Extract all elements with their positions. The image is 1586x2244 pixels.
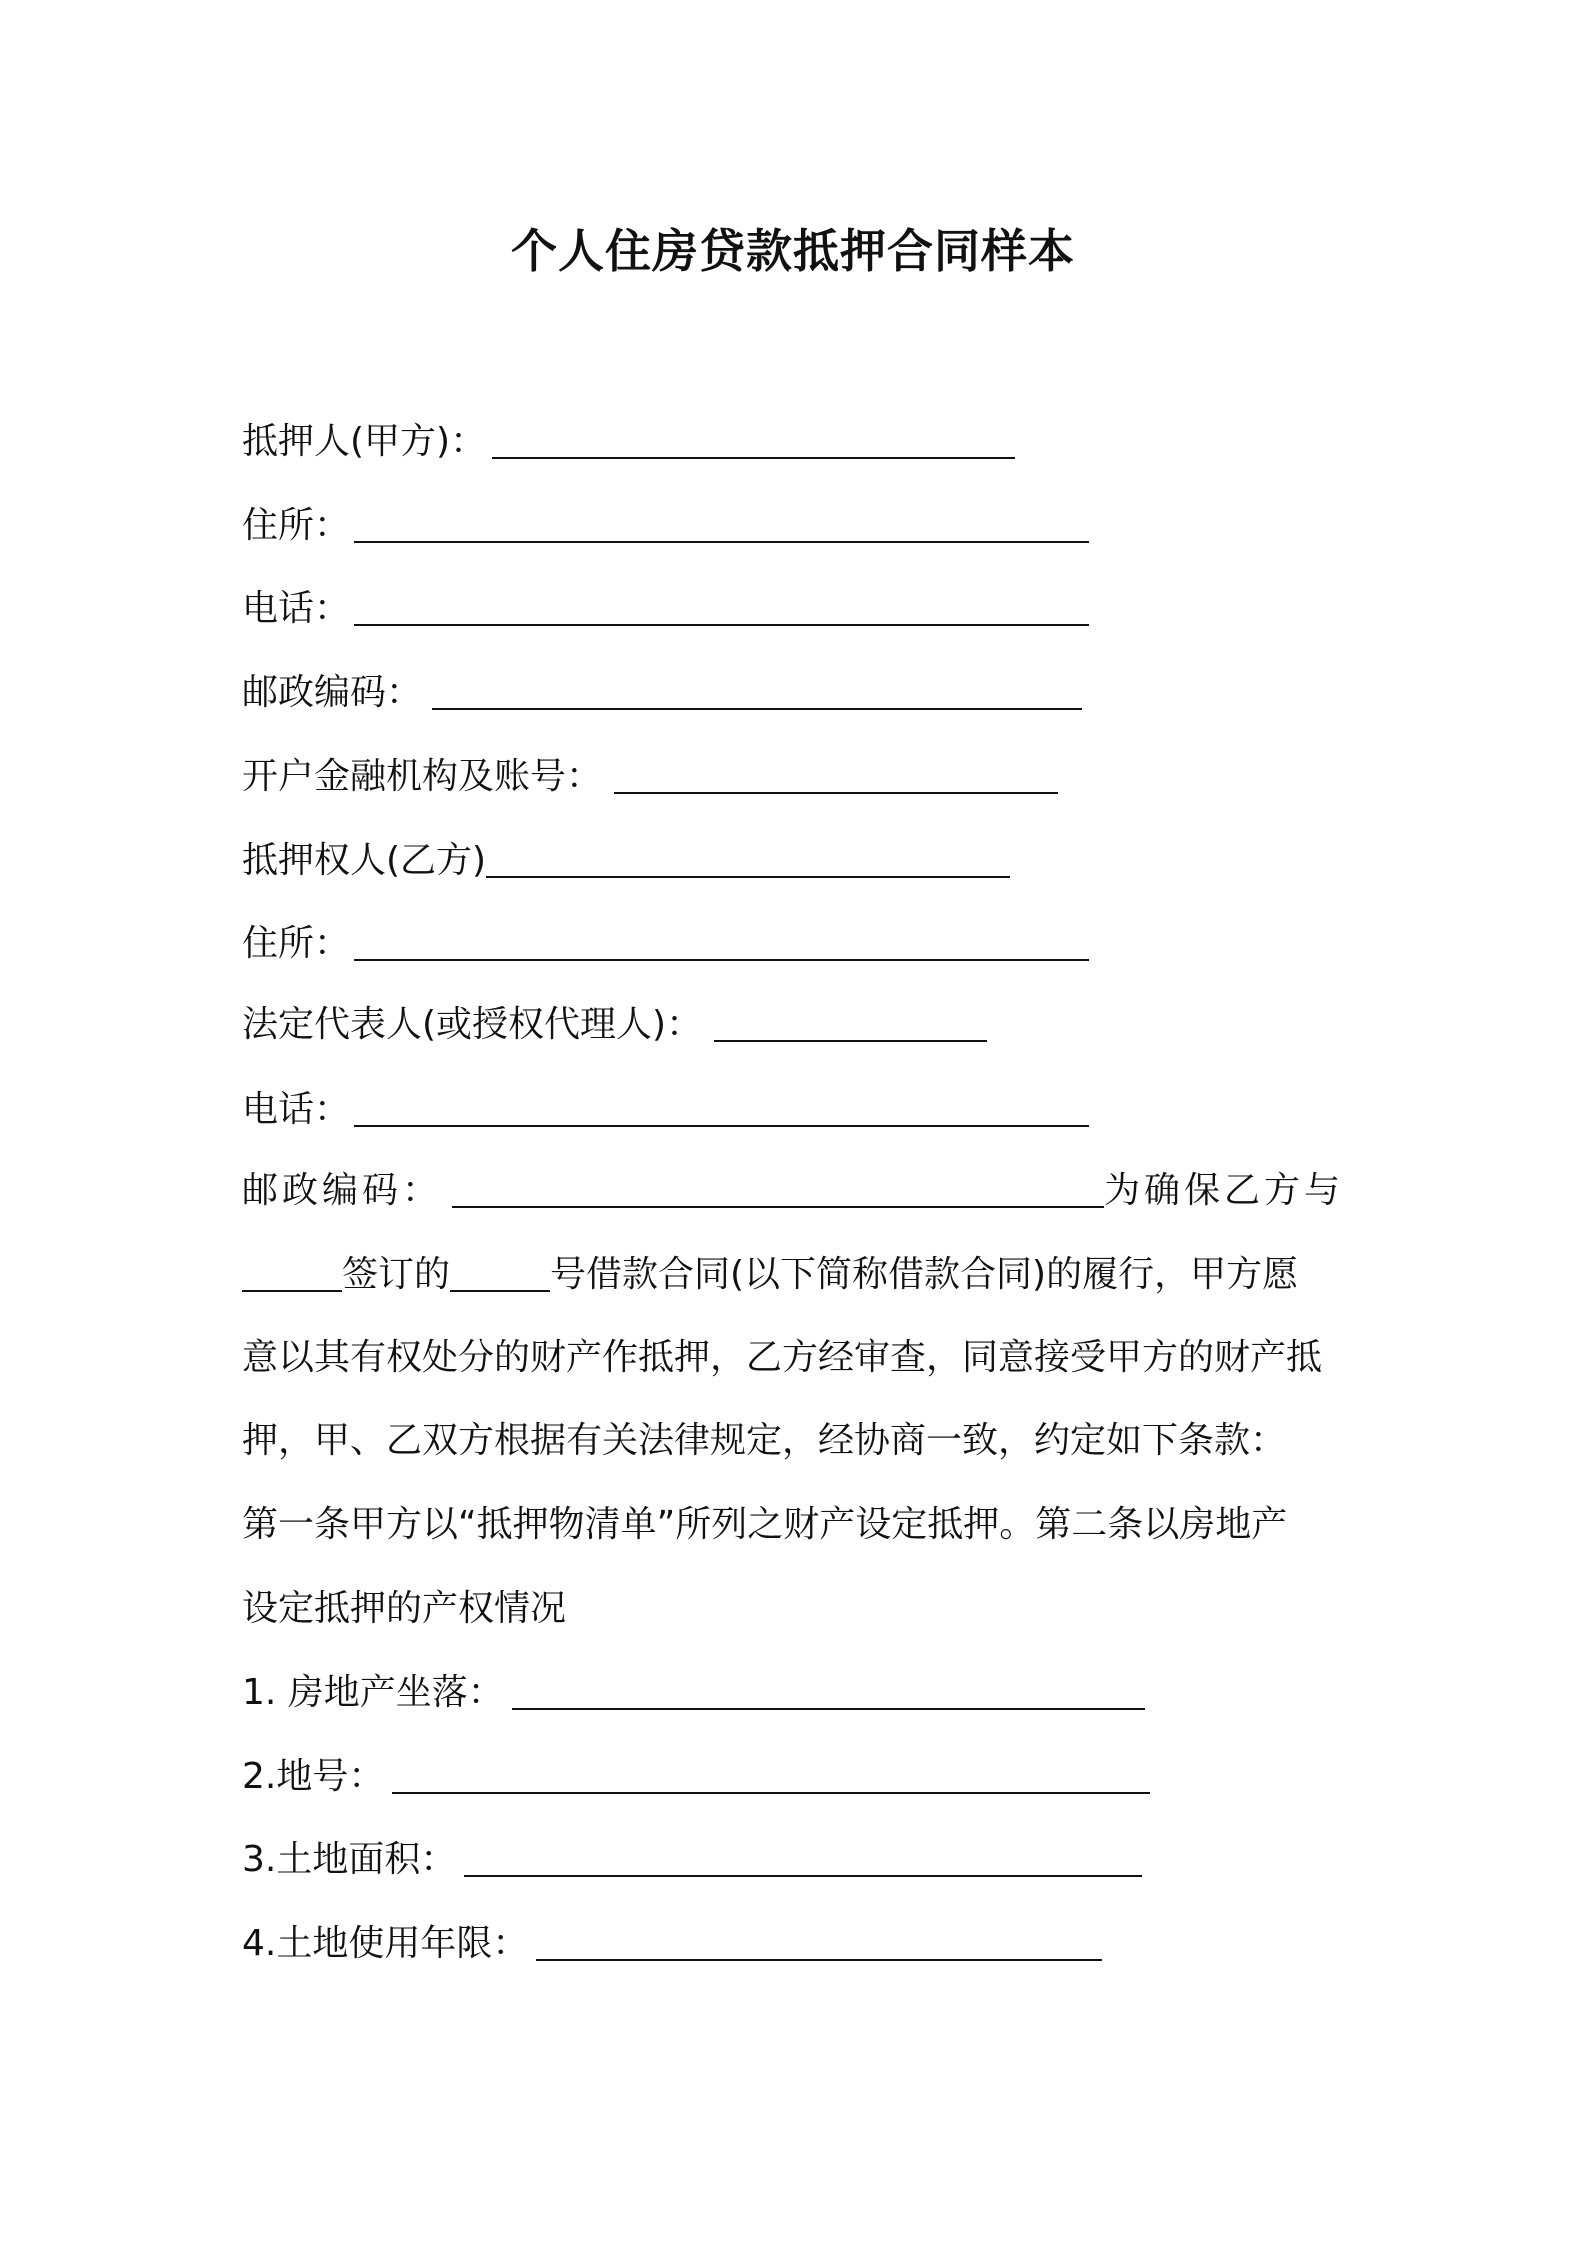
fill-blank[interactable] [450, 1252, 550, 1292]
paragraph-text: 意以其有权处分的财产作抵押，乙方经审查，同意接受甲方的财产抵 [242, 1337, 1323, 1378]
field-postcode-a [242, 668, 1082, 718]
paragraph-text: 第一条甲方以“抵押物清单”所列之财产设定抵押。第二条以房地产 [242, 1504, 1288, 1545]
field-bank-account [242, 752, 1058, 802]
field-label: 抵押人(甲方)： [242, 421, 487, 462]
item-label: 3.土地面积： [242, 1839, 457, 1880]
field-label: 邮政编码： [242, 1170, 443, 1211]
item-location [242, 1668, 1145, 1718]
fill-blank[interactable] [714, 1002, 987, 1042]
item-land-term [242, 1919, 1102, 1969]
fill-blank[interactable] [354, 503, 1089, 543]
fill-blank[interactable] [392, 1754, 1150, 1794]
field-label: 开户金融机构及账号： [242, 756, 603, 797]
fill-blank[interactable] [354, 921, 1089, 961]
field-mortgagor [242, 417, 1015, 467]
fill-blank[interactable] [486, 838, 1010, 878]
item-label: 4.土地使用年限： [242, 1923, 529, 1964]
field-legal-rep [242, 1000, 987, 1050]
field-address-b [242, 919, 1089, 969]
field-postcode-b [242, 1166, 1344, 1216]
item-label: 1. 房地产坐落： [242, 1672, 504, 1713]
fill-blank[interactable] [242, 1252, 342, 1292]
fill-blank[interactable] [354, 586, 1089, 626]
item-lot-number [242, 1752, 1150, 1802]
fill-blank[interactable] [464, 1837, 1142, 1877]
paragraph-text: 设定抵押的产权情况 [242, 1588, 567, 1629]
field-phone-b [242, 1085, 1089, 1135]
paragraph-text: 押，甲、乙双方根据有关法律规定，经协商一致，约定如下条款： [242, 1420, 1287, 1461]
field-label: 电话： [242, 588, 351, 629]
paragraph-line [242, 1584, 566, 1634]
fill-blank[interactable] [492, 419, 1015, 459]
paragraph-line [242, 1333, 1322, 1383]
paragraph-text: 签订的 [342, 1254, 451, 1295]
field-mortgagee [242, 836, 1010, 886]
fill-blank[interactable] [512, 1670, 1145, 1710]
item-label: 2.地号： [242, 1756, 385, 1797]
fill-blank[interactable] [432, 670, 1082, 710]
field-label: 抵押权人(乙方) [242, 840, 487, 881]
paragraph-line [242, 1416, 1286, 1466]
field-label: 邮政编码： [242, 672, 423, 713]
fill-blank[interactable] [354, 1087, 1089, 1127]
field-label: 住所： [242, 505, 351, 546]
paragraph-line [242, 1250, 1298, 1300]
fill-blank[interactable] [536, 1921, 1102, 1961]
paragraph-text: 号借款合同(以下简称借款合同)的履行，甲方愿 [550, 1254, 1299, 1295]
fill-blank[interactable] [614, 754, 1058, 794]
fill-blank[interactable] [452, 1168, 1104, 1208]
field-address-a [242, 501, 1089, 551]
item-land-area [242, 1835, 1142, 1885]
field-label: 住所： [242, 923, 351, 964]
field-phone-a [242, 584, 1089, 634]
field-label: 法定代表人(或授权代理人)： [242, 1004, 703, 1045]
paragraph-line [242, 1500, 1287, 1550]
paragraph-text: 为确保乙方与 [1104, 1170, 1345, 1211]
document-title: 个人住房贷款抵押合同样本 [511, 224, 1075, 278]
field-label: 电话： [242, 1089, 351, 1130]
